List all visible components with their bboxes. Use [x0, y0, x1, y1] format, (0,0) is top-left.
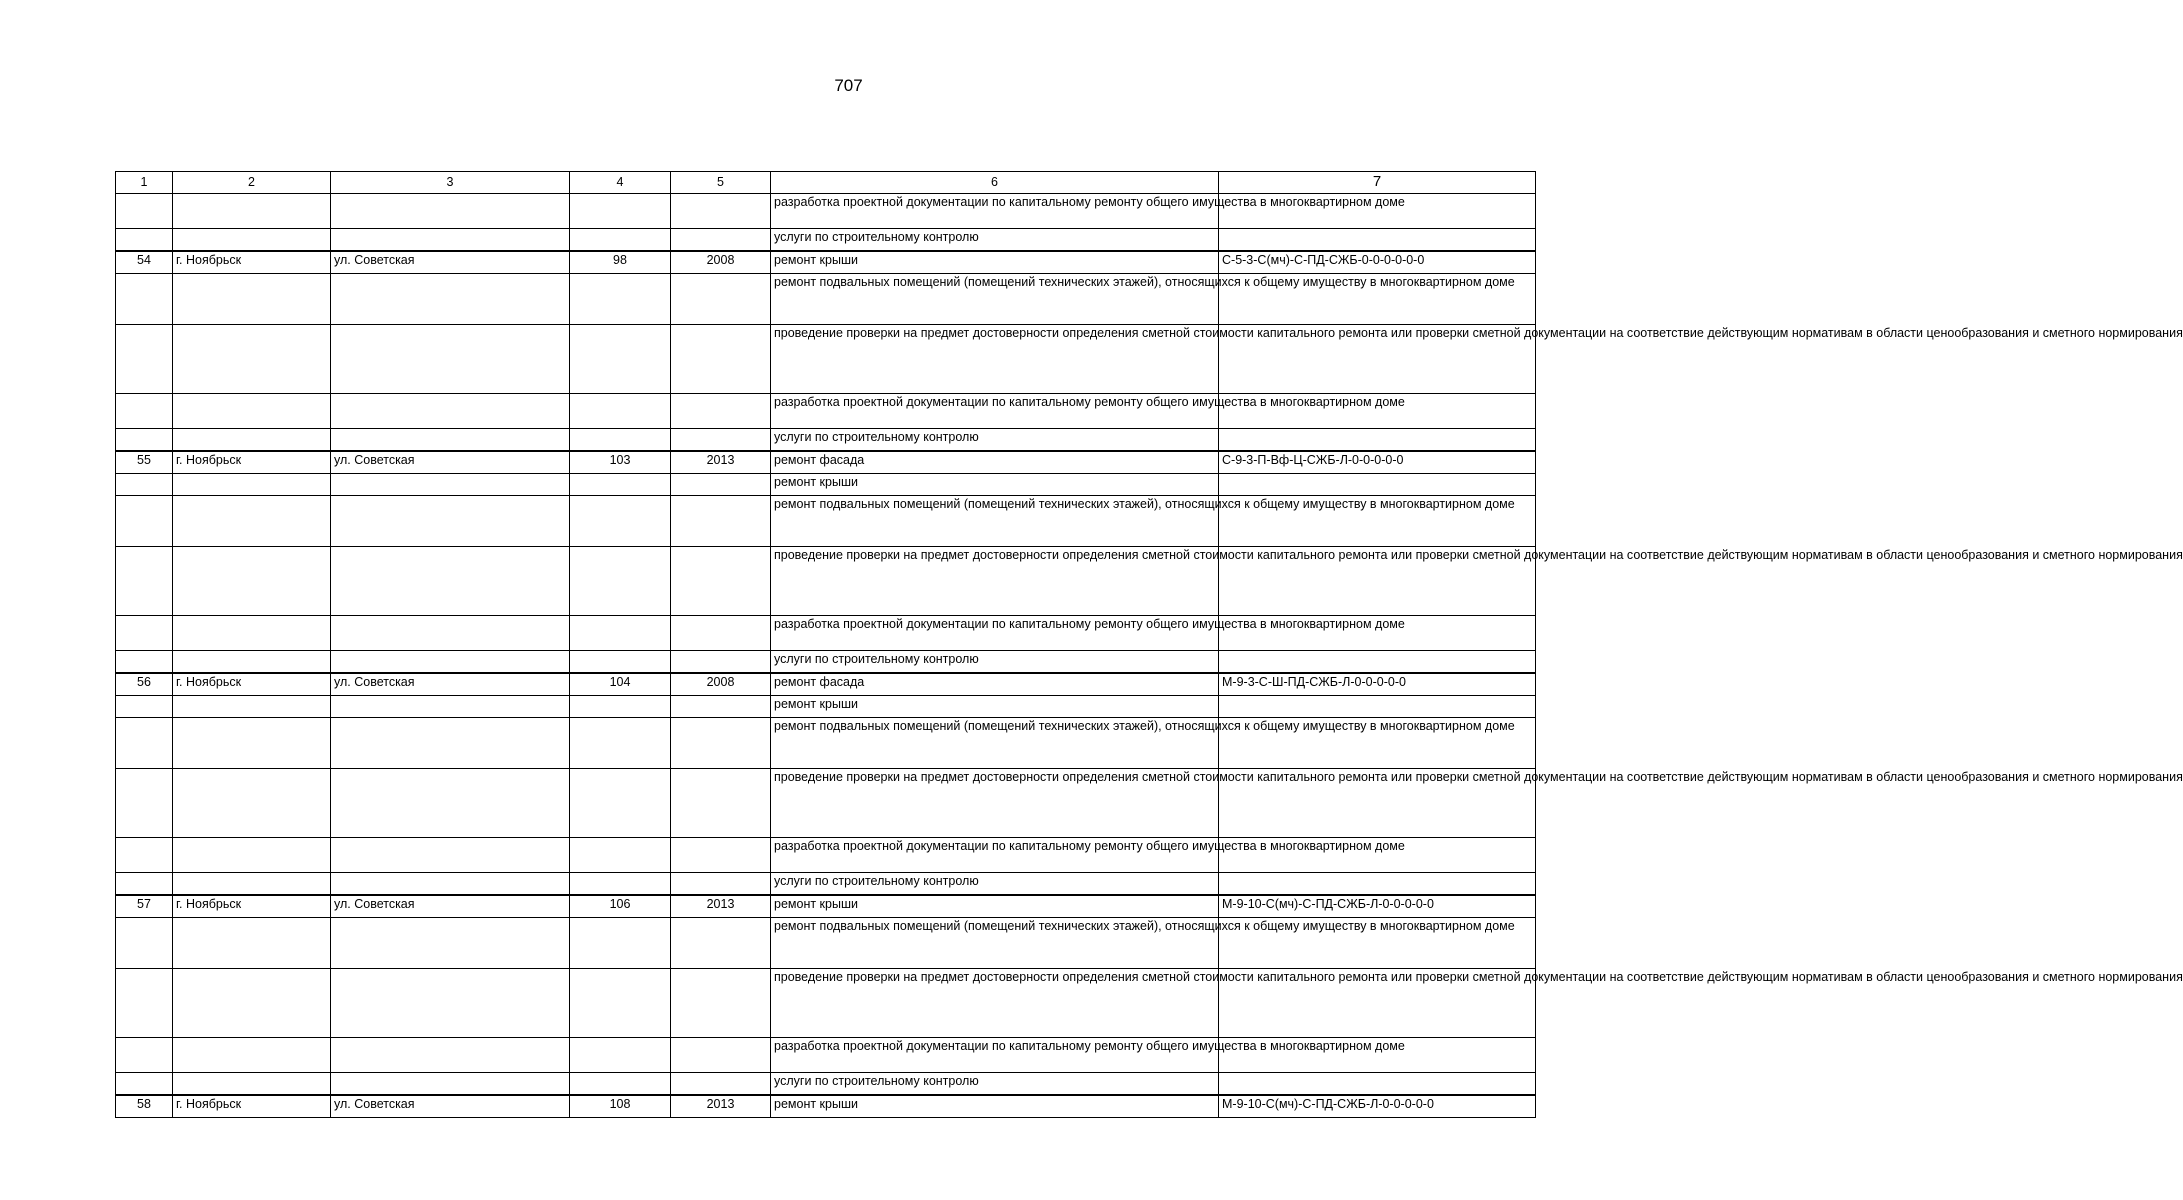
- city-cell: [173, 718, 331, 769]
- table-header-row: [116, 172, 1536, 194]
- year-cell: 2013: [671, 451, 771, 474]
- code-cell: С-9-3-П-Вф-Ц-СЖБ-Л-0-0-0-0-0: [1219, 451, 1536, 474]
- year-cell: [671, 1038, 771, 1073]
- row-number: [116, 394, 173, 429]
- year-cell: [671, 718, 771, 769]
- row-number: 54: [116, 251, 173, 274]
- work-row: [116, 838, 1536, 873]
- row-number: 57: [116, 895, 173, 918]
- street-cell: [331, 547, 570, 616]
- city-cell: [173, 1038, 331, 1073]
- year-cell: [671, 918, 771, 969]
- street-cell: ул. Советская: [331, 451, 570, 474]
- city-cell: [173, 547, 331, 616]
- house-cell: [570, 918, 671, 969]
- code-cell: [1219, 429, 1536, 452]
- work-row: [116, 229, 1536, 252]
- work-type-cell: разработка проектной документации по капитальному ремонту общего имущества в многоквартирном доме: [771, 194, 1219, 229]
- city-cell: [173, 194, 331, 229]
- street-cell: [331, 429, 570, 452]
- street-cell: [331, 325, 570, 394]
- work-row: [116, 616, 1536, 651]
- work-type-cell: разработка проектной документации по капитальному ремонту общего имущества в многоквартирном доме: [771, 616, 1219, 651]
- code-cell: [1219, 1073, 1536, 1096]
- year-cell: [671, 496, 771, 547]
- year-cell: [671, 474, 771, 496]
- work-type-cell: услуги по строительному контролю: [771, 229, 1219, 252]
- row-number: [116, 616, 173, 651]
- house-cell: 108: [570, 1095, 671, 1118]
- city-cell: [173, 429, 331, 452]
- city-cell: [173, 838, 331, 873]
- work-type-cell: ремонт подвальных помещений (помещений технических этажей), относящихся к общему имуществу в многоквартирном доме: [771, 274, 1219, 325]
- row-number: [116, 651, 173, 674]
- year-cell: [671, 696, 771, 718]
- work-row: [116, 429, 1536, 452]
- row-number: [116, 969, 173, 1038]
- house-cell: [570, 1073, 671, 1096]
- building-row: [116, 673, 1536, 696]
- code-cell: [1219, 651, 1536, 674]
- work-row: [116, 547, 1536, 616]
- house-cell: [570, 229, 671, 252]
- street-cell: [331, 838, 570, 873]
- row-number: [116, 496, 173, 547]
- work-type-cell: ремонт крыши: [771, 474, 1219, 496]
- city-cell: [173, 325, 331, 394]
- house-cell: [570, 651, 671, 674]
- work-row: [116, 769, 1536, 838]
- code-cell: [1219, 696, 1536, 718]
- row-number: [116, 429, 173, 452]
- house-cell: [570, 873, 671, 896]
- year-cell: [671, 969, 771, 1038]
- house-cell: [570, 274, 671, 325]
- header-col-2: 2: [173, 172, 331, 194]
- street-cell: [331, 718, 570, 769]
- city-cell: г. Ноябрьск: [173, 251, 331, 274]
- year-cell: [671, 229, 771, 252]
- street-cell: [331, 651, 570, 674]
- work-row: [116, 194, 1536, 229]
- city-cell: [173, 274, 331, 325]
- year-cell: [671, 547, 771, 616]
- house-cell: [570, 616, 671, 651]
- house-cell: [570, 429, 671, 452]
- house-cell: [570, 496, 671, 547]
- street-cell: [331, 194, 570, 229]
- work-row: [116, 873, 1536, 896]
- code-cell: [1219, 873, 1536, 896]
- street-cell: [331, 274, 570, 325]
- street-cell: [331, 496, 570, 547]
- street-cell: [331, 696, 570, 718]
- work-row: [116, 718, 1536, 769]
- street-cell: [331, 474, 570, 496]
- year-cell: [671, 194, 771, 229]
- house-cell: [570, 696, 671, 718]
- house-cell: [570, 769, 671, 838]
- row-number: [116, 1073, 173, 1096]
- street-cell: ул. Советская: [331, 673, 570, 696]
- work-type-cell: разработка проектной документации по капитальному ремонту общего имущества в многоквартирном доме: [771, 838, 1219, 873]
- work-type-cell: ремонт подвальных помещений (помещений технических этажей), относящихся к общему имуществу в многоквартирном доме: [771, 496, 1219, 547]
- building-row: [116, 1095, 1536, 1118]
- row-number: [116, 1038, 173, 1073]
- house-cell: 98: [570, 251, 671, 274]
- row-number: [116, 838, 173, 873]
- row-number: [116, 474, 173, 496]
- code-cell: М-9-10-С(мч)-С-ПД-СЖБ-Л-0-0-0-0-0: [1219, 895, 1536, 918]
- work-row: [116, 1073, 1536, 1096]
- year-cell: [671, 429, 771, 452]
- table-body: [116, 194, 2183, 1118]
- row-number: [116, 718, 173, 769]
- header-col-7: 7: [1219, 172, 1536, 194]
- building-row: [116, 895, 1536, 918]
- house-cell: 103: [570, 451, 671, 474]
- row-number: [116, 325, 173, 394]
- work-type-cell: ремонт крыши: [771, 251, 1219, 274]
- city-cell: г. Ноябрьск: [173, 895, 331, 918]
- work-type-cell: услуги по строительному контролю: [771, 873, 1219, 896]
- work-type-cell: ремонт подвальных помещений (помещений технических этажей), относящихся к общему имуществу в многоквартирном доме: [771, 718, 1219, 769]
- work-type-cell: проведение проверки на предмет достоверности определения сметной стоимости капитального ремонта или проверки сметной документации на соответствие действующим нормативам в области ценообразования и сметного нормирования: [771, 969, 1219, 1038]
- work-row: [116, 918, 1536, 969]
- street-cell: [331, 1038, 570, 1073]
- work-row: [116, 1038, 1536, 1073]
- work-row: [116, 496, 1536, 547]
- house-cell: [570, 474, 671, 496]
- house-cell: [570, 325, 671, 394]
- year-cell: [671, 1073, 771, 1096]
- street-cell: [331, 873, 570, 896]
- year-cell: 2013: [671, 1095, 771, 1118]
- row-number: [116, 194, 173, 229]
- year-cell: [671, 651, 771, 674]
- code-cell: М-9-3-С-Ш-ПД-СЖБ-Л-0-0-0-0-0: [1219, 673, 1536, 696]
- work-type-cell: ремонт крыши: [771, 696, 1219, 718]
- city-cell: [173, 918, 331, 969]
- city-cell: г. Ноябрьск: [173, 451, 331, 474]
- work-row: [116, 696, 1536, 718]
- row-number: [116, 696, 173, 718]
- code-cell: С-5-3-С(мч)-С-ПД-СЖБ-0-0-0-0-0-0: [1219, 251, 1536, 274]
- work-type-cell: ремонт крыши: [771, 1095, 1219, 1118]
- city-cell: [173, 873, 331, 896]
- work-type-cell: разработка проектной документации по капитальному ремонту общего имущества в многоквартирном доме: [771, 1038, 1219, 1073]
- city-cell: [173, 229, 331, 252]
- code-cell: [1219, 229, 1536, 252]
- city-cell: г. Ноябрьск: [173, 1095, 331, 1118]
- year-cell: [671, 769, 771, 838]
- street-cell: [331, 229, 570, 252]
- city-cell: [173, 969, 331, 1038]
- house-cell: 106: [570, 895, 671, 918]
- row-number: 58: [116, 1095, 173, 1118]
- work-type-cell: услуги по строительному контролю: [771, 1073, 1219, 1096]
- header-col-5: 5: [671, 172, 771, 194]
- row-number: [116, 769, 173, 838]
- house-cell: [570, 194, 671, 229]
- work-type-cell: ремонт крыши: [771, 895, 1219, 918]
- work-row: [116, 325, 1536, 394]
- house-cell: [570, 547, 671, 616]
- work-type-cell: услуги по строительному контролю: [771, 651, 1219, 674]
- row-number: [116, 918, 173, 969]
- row-number: [116, 229, 173, 252]
- street-cell: [331, 969, 570, 1038]
- header-col-3: 3: [331, 172, 570, 194]
- year-cell: 2008: [671, 251, 771, 274]
- street-cell: [331, 918, 570, 969]
- house-cell: [570, 1038, 671, 1073]
- year-cell: [671, 838, 771, 873]
- row-number: 56: [116, 673, 173, 696]
- code-cell: М-9-10-С(мч)-С-ПД-СЖБ-Л-0-0-0-0-0: [1219, 1095, 1536, 1118]
- work-type-cell: услуги по строительному контролю: [771, 429, 1219, 452]
- city-cell: г. Ноябрьск: [173, 673, 331, 696]
- house-cell: [570, 394, 671, 429]
- work-type-cell: разработка проектной документации по капитальному ремонту общего имущества в многоквартирном доме: [771, 394, 1219, 429]
- year-cell: [671, 616, 771, 651]
- city-cell: [173, 651, 331, 674]
- row-number: [116, 873, 173, 896]
- work-row: [116, 969, 1536, 1038]
- header-col-6: 6: [771, 172, 1219, 194]
- city-cell: [173, 769, 331, 838]
- year-cell: [671, 394, 771, 429]
- building-row: [116, 251, 1536, 274]
- work-type-cell: проведение проверки на предмет достоверности определения сметной стоимости капитального ремонта или проверки сметной документации на соответствие действующим нормативам в области ценообразования и сметного нормирования: [771, 547, 1219, 616]
- building-row: [116, 451, 1536, 474]
- work-type-cell: проведение проверки на предмет достоверности определения сметной стоимости капитального ремонта или проверки сметной документации на соответствие действующим нормативам в области ценообразования и сметного нормирования: [771, 325, 1219, 394]
- repair-program-table: [115, 171, 2183, 1118]
- year-cell: [671, 873, 771, 896]
- year-cell: 2008: [671, 673, 771, 696]
- city-cell: [173, 616, 331, 651]
- work-type-cell: проведение проверки на предмет достоверности определения сметной стоимости капитального ремонта или проверки сметной документации на соответствие действующим нормативам в области ценообразования и сметного нормирования: [771, 769, 1219, 838]
- street-cell: [331, 1073, 570, 1096]
- street-cell: ул. Советская: [331, 895, 570, 918]
- header-col-4: 4: [570, 172, 671, 194]
- work-type-cell: ремонт подвальных помещений (помещений технических этажей), относящихся к общему имуществу в многоквартирном доме: [771, 918, 1219, 969]
- year-cell: [671, 325, 771, 394]
- city-cell: [173, 474, 331, 496]
- street-cell: [331, 616, 570, 651]
- row-number: [116, 547, 173, 616]
- work-row: [116, 651, 1536, 674]
- house-cell: [570, 718, 671, 769]
- street-cell: ул. Советская: [331, 1095, 570, 1118]
- street-cell: [331, 394, 570, 429]
- house-cell: 104: [570, 673, 671, 696]
- year-cell: 2013: [671, 895, 771, 918]
- street-cell: [331, 769, 570, 838]
- year-cell: [671, 274, 771, 325]
- work-type-cell: ремонт фасада: [771, 451, 1219, 474]
- row-number: [116, 274, 173, 325]
- work-row: [116, 274, 1536, 325]
- header-col-1: 1: [116, 172, 173, 194]
- city-cell: [173, 496, 331, 547]
- house-cell: [570, 969, 671, 1038]
- city-cell: [173, 394, 331, 429]
- city-cell: [173, 696, 331, 718]
- work-row: [116, 474, 1536, 496]
- city-cell: [173, 1073, 331, 1096]
- page-number: 707: [834, 76, 863, 95]
- house-cell: [570, 838, 671, 873]
- street-cell: ул. Советская: [331, 251, 570, 274]
- row-number: 55: [116, 451, 173, 474]
- work-row: [116, 394, 1536, 429]
- code-cell: [1219, 474, 1536, 496]
- work-type-cell: ремонт фасада: [771, 673, 1219, 696]
